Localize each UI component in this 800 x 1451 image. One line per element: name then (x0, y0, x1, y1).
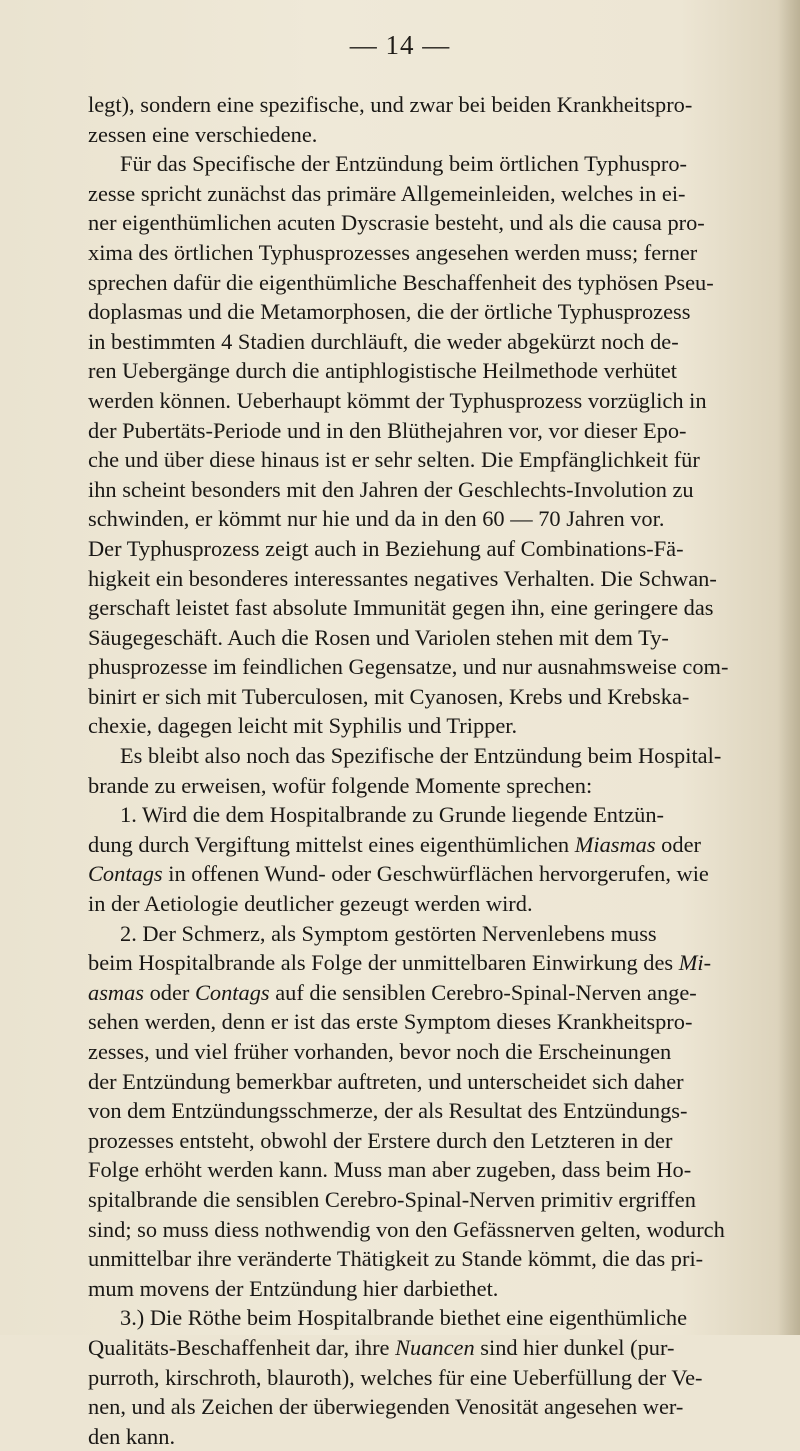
text-segment: zesse spricht zunächst das primäre Allgemeinleiden, welches in ei- (88, 180, 686, 206)
text-line (88, 1067, 794, 1097)
text-line (88, 564, 794, 594)
text-line (88, 682, 794, 712)
text-segment: der Entzündung bemerkbar auftreten, und unterscheidet sich daher (88, 1068, 684, 1094)
text-line (88, 830, 794, 860)
text-segment: ner eigenthümlichen acuten Dyscrasie besteht, und als die causa pro- (88, 210, 705, 236)
page-number: — 14 — (349, 30, 451, 60)
text-segment: ren Uebergänge durch die antiphlogistische Heilmethode verhütet (88, 358, 678, 384)
text-segment: oder (144, 979, 195, 1005)
text-line (88, 504, 794, 534)
text-segment: che und über diese hinaus ist er sehr selten. Die Empfänglichkeit für (88, 447, 700, 473)
text-line (88, 416, 794, 446)
text-line (88, 741, 794, 771)
text-segment: sind; so muss diess nothwendig von den Gefässnerven gelten, wodurch (88, 1216, 725, 1242)
italic-term: Miasmas (574, 831, 656, 857)
text-line (88, 1422, 794, 1451)
text-line (88, 386, 794, 416)
text-segment: 1. Wird die dem Hospitalbrande zu Grunde liegende Entzün- (120, 802, 664, 828)
text-line (88, 1333, 794, 1363)
text-line (88, 268, 794, 298)
text-segment: der Pubertäts-Periode und in den Blüthejahren vor, vor dieser Epo- (88, 417, 687, 443)
text-segment: Qualitäts-Beschaffenheit dar, ihre (88, 1334, 396, 1360)
text-line (88, 800, 794, 830)
text-segment: auf die sensiblen Cerebro-Spinal-Nerven ange- (269, 979, 697, 1005)
text-segment: chexie, dagegen leicht mit Syphilis und Tripper. (88, 713, 518, 739)
text-line (88, 948, 794, 978)
text-segment: prozesses entsteht, obwohl der Erstere durch den Letzteren in der (88, 1127, 673, 1153)
text-segment: dung durch Vergiftung mittelst eines eigenthümlichen (88, 831, 575, 857)
text-line (88, 1392, 794, 1422)
text-segment: phusprozesse im feindlichen Gegensatze, und nur ausnahmsweise com- (88, 654, 729, 680)
text-line (88, 534, 794, 564)
text-segment: mum movens der Entzündung hier darbiethet. (88, 1275, 499, 1301)
text-line (88, 1274, 794, 1304)
text-segment: Für das Specifische der Entzündung beim örtlichen Typhuspro- (120, 151, 687, 177)
text-segment: zessen eine verschiedene. (88, 121, 318, 147)
body-text (88, 90, 794, 1451)
italic-term: Contags (194, 979, 270, 1005)
text-segment: sehen werden, denn er ist das erste Symptom dieses Krankheitspro- (88, 1009, 693, 1035)
text-line (88, 859, 794, 889)
text-segment: in bestimmten 4 Stadien durchläuft, die weder abgekürzt noch de- (88, 328, 679, 354)
text-segment: Es bleibt also noch das Spezifische der Entzündung beim Hospital- (120, 743, 722, 769)
text-line (88, 208, 794, 238)
text-line (88, 593, 794, 623)
text-line (88, 297, 794, 327)
text-segment: beim Hospitalbrande als Folge der unmittelbaren Einwirkung des (88, 950, 679, 976)
text-line (88, 889, 794, 919)
text-segment: unmittelbar ihre veränderte Thätigkeit zu Stande kömmt, die das pri- (88, 1246, 704, 1272)
text-line (88, 1037, 794, 1067)
text-line (88, 475, 794, 505)
text-segment: nen, und als Zeichen der überwiegenden Venosität angesehen wer- (88, 1394, 684, 1420)
text-line (88, 179, 794, 209)
text-segment: Säugegeschäft. Auch die Rosen und Variolen stehen mit dem Ty- (88, 624, 669, 650)
text-segment: in der Aetiologie deutlicher gezeugt werden wird. (88, 891, 533, 917)
text-line (88, 327, 794, 357)
text-segment: zesses, und viel früher vorhanden, bevor noch die Erscheinungen (88, 1039, 672, 1064)
text-segment: xima des örtlichen Typhusprozesses angesehen werden muss; ferner (88, 239, 698, 265)
text-segment: sind hier dunkel (pur- (474, 1334, 675, 1360)
text-line (88, 1363, 794, 1393)
text-segment: schwinden, er kömmt nur hie und da in den 60 — 70 Jahren vor. (88, 506, 665, 532)
italic-term: Nuancen (395, 1334, 475, 1360)
text-line (88, 356, 794, 386)
text-line (88, 120, 794, 150)
text-line (88, 149, 794, 179)
text-line (88, 623, 794, 653)
text-segment: Folge erhöht werden kann. Muss man aber zugeben, dass beim Ho- (88, 1157, 692, 1183)
text-segment: doplasmas und die Metamorphosen, die der örtliche Typhusprozess (88, 299, 691, 325)
italic-term: Mi- (678, 950, 712, 976)
text-segment: oder (655, 831, 701, 857)
text-segment: gerschaft leistet fast absolute Immunität gegen ihn, eine geringere das (88, 595, 714, 621)
text-segment: higkeit ein besonderes interessantes negatives Verhalten. Die Schwan- (88, 565, 717, 591)
text-line (88, 919, 794, 949)
text-line (88, 978, 794, 1008)
text-segment: in offenen Wund- oder Geschwürflächen hervorgerufen, wie (162, 861, 709, 887)
text-segment: ihn scheint besonders mit den Jahren der Geschlechts-Involution zu (88, 476, 694, 502)
text-segment: binirt er sich mit Tuberculosen, mit Cyanosen, Krebs und Krebska- (88, 683, 690, 709)
text-segment: von dem Entzündungsschmerze, der als Resultat des Entzündungs- (88, 1098, 688, 1124)
text-line (88, 1185, 794, 1215)
text-segment: purroth, kirschroth, blauroth), welches für eine Ueberfüllung der Ve- (88, 1364, 703, 1390)
text-line (88, 90, 794, 120)
text-segment: spitalbrande die sensiblen Cerebro-Spinal-Nerven primitiv ergriffen (88, 1186, 696, 1212)
text-line (88, 711, 794, 741)
text-segment: sprechen dafür die eigenthümliche Beschaffenheit des typhösen Pseu- (88, 269, 714, 295)
text-line (88, 1303, 794, 1333)
italic-term: asmas (88, 979, 144, 1005)
text-line (88, 445, 794, 475)
text-line (88, 771, 794, 801)
text-line (88, 1244, 794, 1274)
text-segment: legt), sondern eine spezifische, und zwar bei beiden Krankheitspro- (88, 92, 693, 117)
text-segment: 2. Der Schmerz, als Symptom gestörten Nervenlebens muss (120, 920, 657, 946)
text-line (88, 1155, 794, 1185)
text-segment: 3.) Die Röthe beim Hospitalbrande biethet eine eigenthümliche (120, 1305, 688, 1331)
text-line (88, 1215, 794, 1245)
text-segment: Der Typhusprozess zeigt auch in Beziehung auf Combinations-Fä- (88, 535, 684, 561)
text-segment: brande zu erweisen, wofür folgende Momente sprechen: (88, 772, 593, 798)
text-line (88, 238, 794, 268)
text-line (88, 1126, 794, 1156)
text-segment: werden können. Ueberhaupt kömmt der Typhusprozess vorzüglich in (88, 387, 707, 413)
italic-term: Contags (88, 861, 163, 887)
text-line (88, 1096, 794, 1126)
text-line (88, 652, 794, 682)
text-line (88, 1007, 794, 1037)
text-segment: den kann. (88, 1423, 176, 1449)
